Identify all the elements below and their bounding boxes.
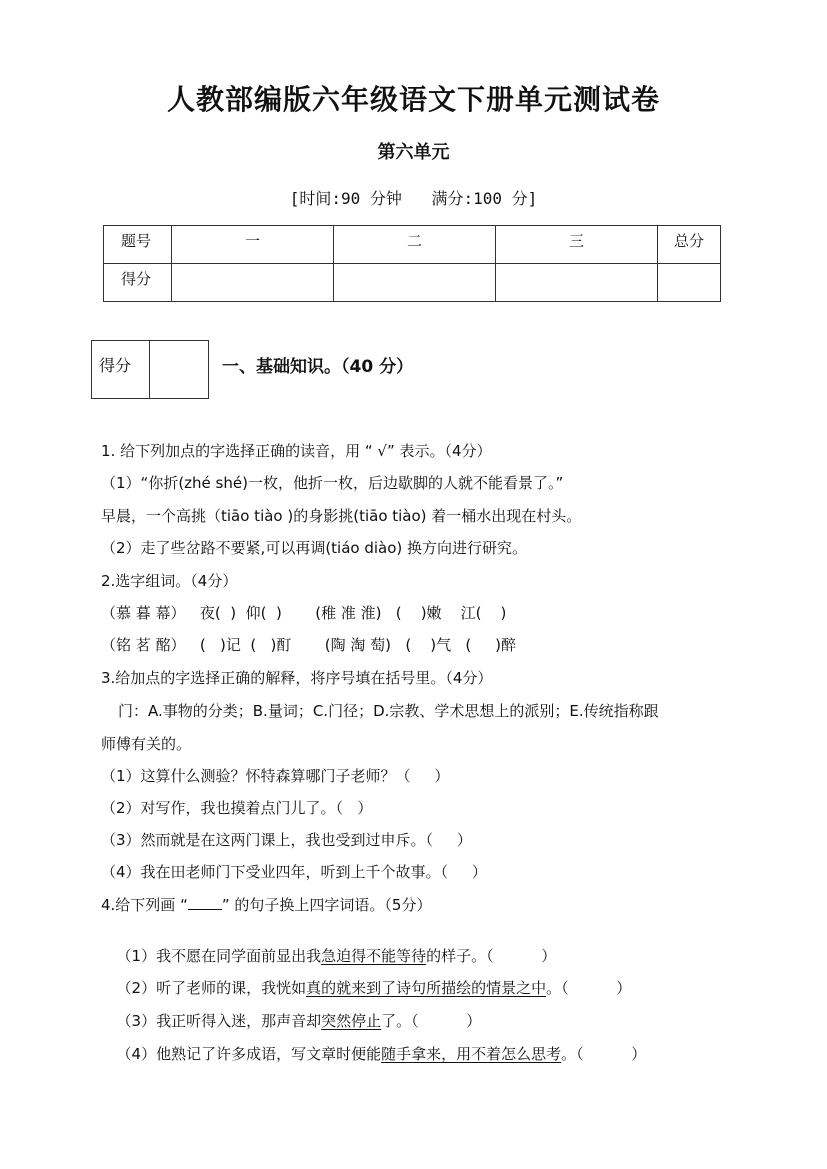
question-4-line: （4）他熟记了许多成语，写文章时便能随手拿来，用不着怎么思考。（ ） bbox=[116, 1045, 647, 1063]
section-score-box bbox=[91, 340, 209, 399]
section-score-label: 得分 bbox=[92, 341, 150, 398]
score-header-cell: 一 bbox=[172, 226, 334, 264]
underline-sample bbox=[188, 894, 222, 910]
question-2-title: 2.选字组词。（4分） bbox=[101, 572, 238, 590]
underlined-phrase: 突然停止 bbox=[321, 1012, 382, 1030]
question-3-line: （1）这算什么测验？怀特森算哪门子老师？（ ） bbox=[101, 767, 450, 785]
score-table bbox=[103, 225, 721, 302]
time-limit: [时间:90 分钟 bbox=[289, 189, 402, 208]
question-4-line: （2）听了老师的课，我恍如真的就来到了诗句所描绘的情景之中。（ ） bbox=[116, 979, 632, 997]
question-3-definition: 门：A.事物的分类；B.量词；C.门径；D.宗教、学术思想上的派别；E.传统指称跟 bbox=[118, 702, 659, 720]
question-1-line: （2）走了些岔路不要紧,可以再调(tiáo diào) 换方向进行研究。 bbox=[101, 539, 528, 557]
question-4-line: （3）我正听得入迷，那声音却突然停止了。（ ） bbox=[116, 1012, 482, 1030]
question-3-line: （3）然而就是在这两门课上，我也受到过申斥。（ ） bbox=[101, 831, 472, 849]
score-input-cell[interactable] bbox=[658, 264, 721, 302]
question-1-line: （1）“你折(zhé shé)一枚，他折一枚，后边歇脚的人就不能看景了。” bbox=[101, 474, 564, 492]
underlined-phrase: 真的就来到了诗句所描绘的情景之中 bbox=[306, 979, 547, 997]
question-2-line: （铭 茗 酩） ( )记 ( )酊 (陶 淘 萄) ( )气 ( )醉 bbox=[101, 636, 516, 654]
question-1-line: 早晨，一个高挑（tiāo tiào )的身影挑(tiāo tiào) 着一桶水出现在村头。 bbox=[101, 507, 582, 525]
question-2-line: （慕 暮 幕） 夜( ) 仰( ) (稚 准 淮) ( )嫩 江( ) bbox=[101, 604, 507, 622]
question-3-line: （2）对写作，我也摸着点门儿了。（ ） bbox=[101, 799, 373, 817]
section-heading: 一、基础知识。（40 分） bbox=[222, 357, 414, 377]
question-3-title: 3.给加点的字选择正确的解释，将序号填在括号里。（4分） bbox=[101, 669, 493, 687]
score-input-cell[interactable] bbox=[334, 264, 496, 302]
question-1-title: 1. 给下列加点的字选择正确的读音，用 “ √” 表示。（4分） bbox=[101, 442, 492, 460]
score-input-cell[interactable] bbox=[172, 264, 334, 302]
question-3-definition: 师傅有关的。 bbox=[101, 735, 192, 753]
unit-subtitle: 第六单元 bbox=[377, 142, 450, 163]
score-header-cell: 二 bbox=[334, 226, 496, 264]
score-header-cell: 题号 bbox=[104, 226, 172, 264]
underlined-phrase: 急迫得不能等待 bbox=[321, 947, 427, 965]
question-4-line: （1）我不愿在同学面前显出我急迫得不能等待的样子。（ ） bbox=[116, 947, 557, 965]
score-table-header-row bbox=[104, 226, 721, 264]
question-4-title: 4.给下列画 “ ” 的句子换上四字词语。（5分） bbox=[101, 896, 432, 914]
full-score: 满分:100 分] bbox=[431, 189, 538, 208]
exam-info bbox=[0, 186, 827, 209]
page-title: 人教部编版六年级语文下册单元测试卷 bbox=[166, 83, 660, 116]
underlined-phrase: 随手拿来，用不着怎么思考 bbox=[381, 1045, 562, 1063]
question-3-line: （4）我在田老师门下受业四年，听到上千个故事。（ ） bbox=[101, 863, 487, 881]
score-row-label: 得分 bbox=[104, 264, 172, 302]
score-input-cell[interactable] bbox=[496, 264, 658, 302]
score-table-score-row bbox=[104, 264, 721, 302]
score-header-cell: 总分 bbox=[658, 226, 721, 264]
score-header-cell: 三 bbox=[496, 226, 658, 264]
